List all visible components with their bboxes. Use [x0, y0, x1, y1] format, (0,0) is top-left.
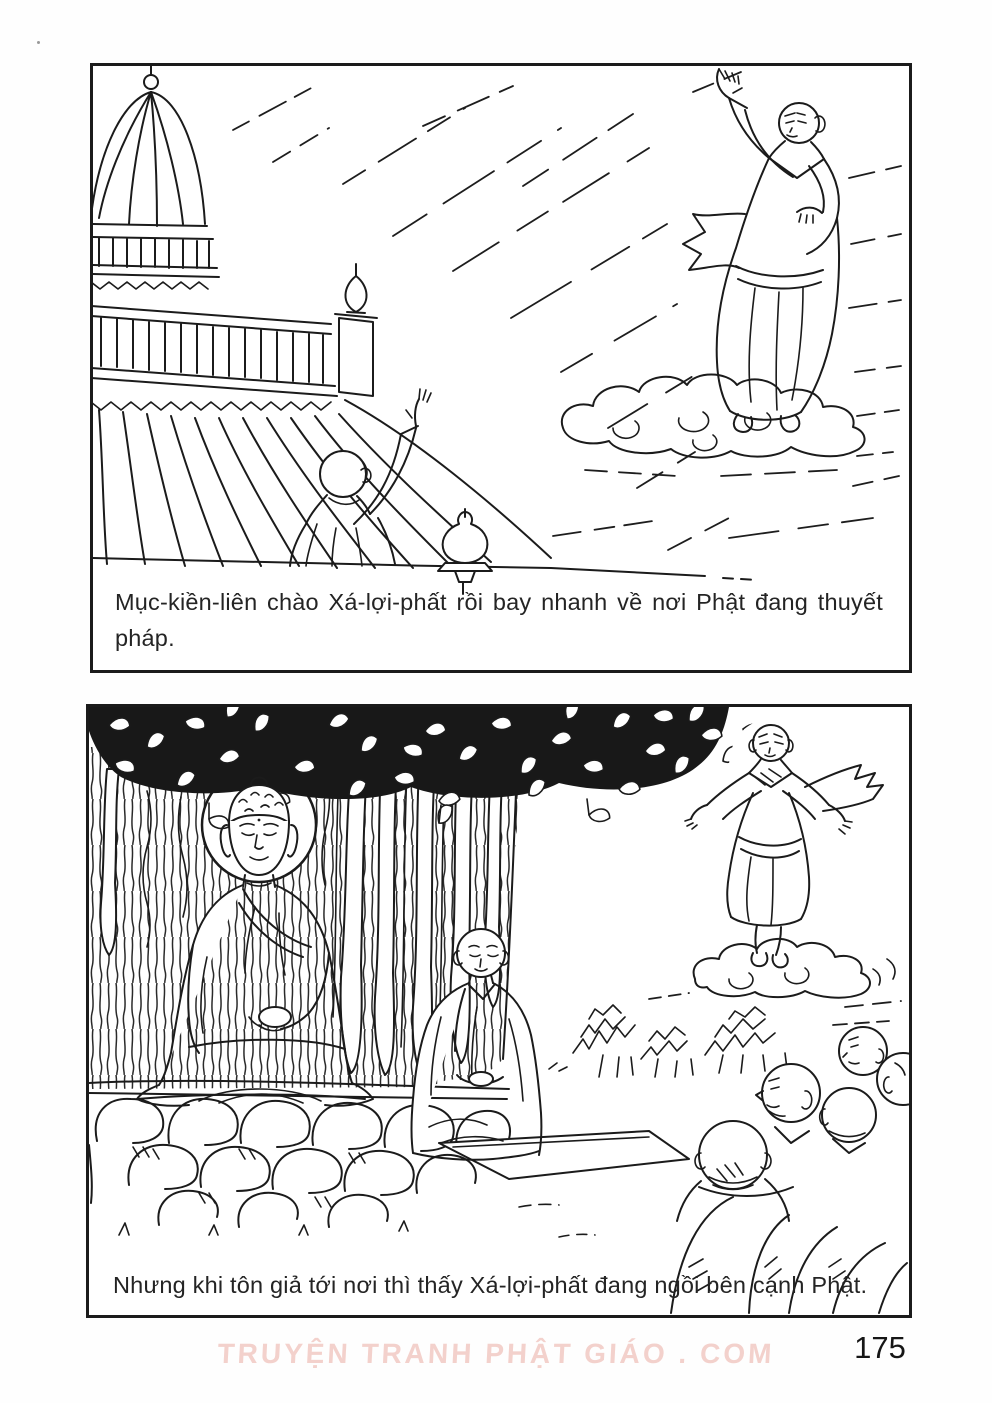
- ground-line: [93, 558, 757, 580]
- panel-2-caption: Nhưng khi tôn giả tới nơi thì thấy Xá-lợi-phất đang ngồi bên cạnh Phật.: [113, 1272, 868, 1298]
- panel-1: [90, 63, 912, 673]
- cloud2-drawing: [649, 939, 901, 1025]
- arriving-monk-drawing: [685, 719, 883, 967]
- paper-speck: [37, 41, 40, 44]
- flying-monk-drawing: [683, 69, 839, 432]
- panel-1-artwork: [93, 66, 909, 670]
- panel-2: [86, 704, 912, 1318]
- panel-2-artwork: [89, 707, 909, 1315]
- stupa-drawing: [93, 66, 551, 568]
- page-number: 175: [854, 1330, 906, 1365]
- sitting-mat-drawing: [439, 1131, 689, 1179]
- waving-monk-drawing: [290, 389, 431, 566]
- site-watermark: TRUYỆN TRANH PHẬT GIÁO . COM: [216, 1338, 776, 1369]
- panel-1-caption: Mục-kiền-liên chào Xá-lợi-phất rồi bay nhanh về nơi Phật đang thuyết pháp.: [115, 589, 883, 651]
